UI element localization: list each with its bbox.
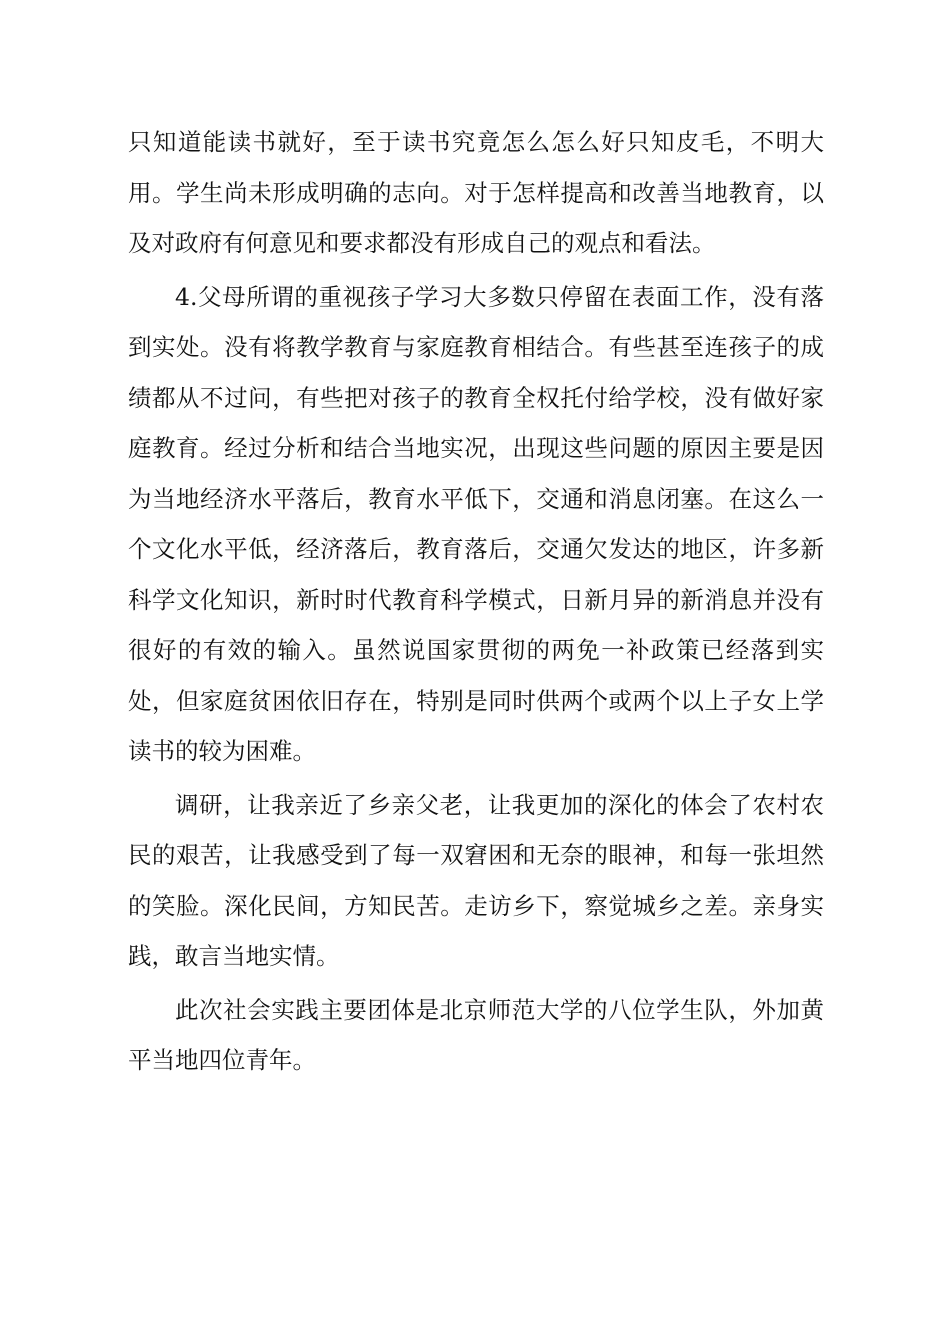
paragraph-point-4: 4.父母所谓的重视孩子学习大多数只停留在表面工作，没有落到实处。没有将教学教育与家庭教育相结合。有些甚至连孩子的成绩都从不过问，有些把对孩子的教育全权托付给学校，没有做好家庭教育。经过分析和结合当地实况，出现这些问题的原因主要是因为当地经济水平落后，教育水平低下，交通和消息闭塞。在这么一个文化水平低，经济落后，教育落后，交通欠发达的地区，许多新科学文化知识，新时时代教育科学模式，日新月异的新消息并没有很好的有效的输入。虽然说国家贯彻的两免一补政策已经落到实处，但家庭贫困依旧存在，特别是同时供两个或两个以上子女上学读书的较为困难。 [128,282,824,765]
paragraph-continuation: 只知道能读书就好，至于读书究竟怎么怎么好只知皮毛，不明大用。学生尚未形成明确的志向。对于怎样提高和改善当地教育，以及对政府有何意见和要求都没有形成自己的观点和看法。 [128,128,824,257]
paragraph-team: 此次社会实践主要团体是北京师范大学的八位学生队，外加黄平当地四位青年。 [128,995,824,1074]
paragraph-reflection: 调研，让我亲近了乡亲父老，让我更加的深化的体会了农村农民的艰苦，让我感受到了每一双窘困和无奈的眼神，和每一张坦然的笑脸。深化民间，方知民苦。走访乡下，察觉城乡之差。亲身实践，敢言当地实情。 [128,790,824,970]
document-body [128,117,824,1089]
